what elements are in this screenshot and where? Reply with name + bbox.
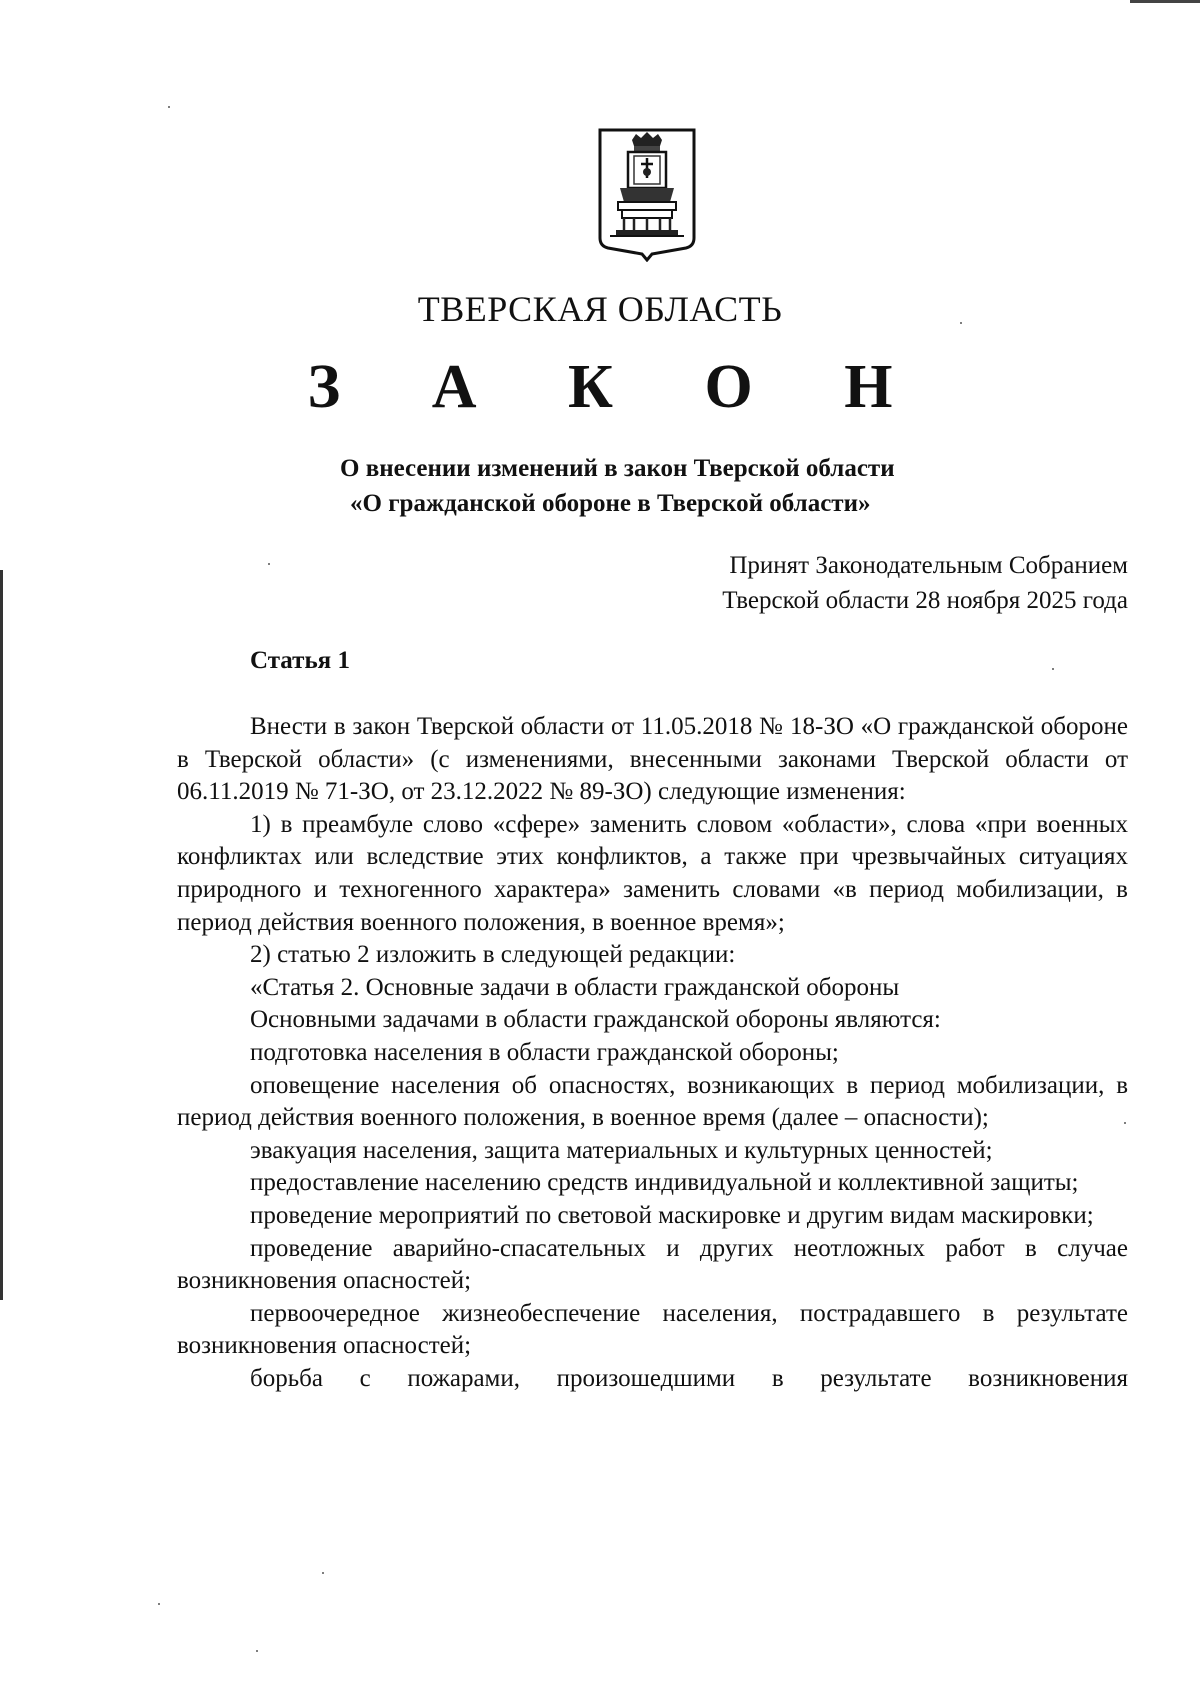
paragraph: первоочередное жизнеобеспечение населения, пострадавшего в результате возникновения опасностей; bbox=[177, 1299, 1128, 1360]
paragraph: 1) в преамбуле слово «сфере» заменить словом «области», слова «при военных конфликтах или вследствие этих конфликтов, а также при чрезвычайных ситуациях природного и техногенного характера» заменить словами «в период мобилизации, в период действия военного положения, в военное время»; bbox=[177, 810, 1128, 936]
law-title: З А К О Н bbox=[307, 353, 931, 421]
paragraph: эвакуация населения, защита материальных и культурных ценностей; bbox=[250, 1136, 993, 1164]
adoption-line: Тверской области 28 ноября 2025 года bbox=[722, 587, 1128, 614]
paragraph: Внести в закон Тверской области от 11.05.2018 № 18-ЗО «О гражданской обороне в Тверской области» (с изменениями, внесенными законами Тверской области от 06.11.2019 № 71-ЗО, от 23.12.2022 № 89-ЗО) следующие изменения: bbox=[177, 713, 1128, 806]
paragraph: проведение аварийно-спасательных и других неотложных работ в случае возникновения опасностей; bbox=[177, 1234, 1128, 1295]
subtitle-line: «О гражданской обороне в Тверской области» bbox=[350, 490, 871, 517]
scan-speck bbox=[256, 1650, 258, 1652]
paragraph: Основными задачами в области гражданской обороны являются: bbox=[250, 1006, 941, 1034]
paragraph: 2) статью 2 изложить в следующей редакции: bbox=[250, 941, 736, 969]
paragraph: проведение мероприятий по световой маскировке и другим видам маскировки; bbox=[250, 1201, 1094, 1229]
scan-speck bbox=[1124, 1122, 1126, 1124]
scan-speck bbox=[1052, 668, 1054, 670]
adoption-note bbox=[722, 548, 1128, 618]
paragraph: оповещение населения об опасностях, возникающих в период мобилизации, в период действия военного положения, в военное время (далее – опасности); bbox=[177, 1071, 1128, 1132]
paragraph: предоставление населению средств индивидуальной и коллективной защиты; bbox=[250, 1169, 1079, 1197]
law-subtitle bbox=[340, 451, 1000, 521]
scan-speck bbox=[268, 563, 270, 565]
scan-speck bbox=[322, 1572, 324, 1574]
article-heading: Статья 1 bbox=[250, 647, 350, 674]
scan-speck bbox=[158, 1603, 160, 1605]
scan-edge-left bbox=[0, 570, 3, 1300]
paragraph: подготовка населения в области гражданской обороны; bbox=[250, 1038, 839, 1066]
adoption-line: Принят Законодательным Собранием bbox=[729, 552, 1128, 579]
scan-edge-top bbox=[1130, 0, 1200, 3]
scan-speck bbox=[960, 322, 962, 324]
paragraph: борьба с пожарами, произошедшими в результате возникновения bbox=[250, 1364, 1128, 1392]
region-title: ТВЕРСКАЯ ОБЛАСТЬ bbox=[417, 289, 783, 329]
coat-of-arms-icon bbox=[596, 126, 698, 262]
scan-speck bbox=[168, 106, 170, 108]
subtitle-line: О внесении изменений в закон Тверской области bbox=[340, 455, 895, 482]
article-body bbox=[177, 711, 1128, 1395]
paragraph: «Статья 2. Основные задачи в области гражданской обороны bbox=[250, 973, 900, 1001]
